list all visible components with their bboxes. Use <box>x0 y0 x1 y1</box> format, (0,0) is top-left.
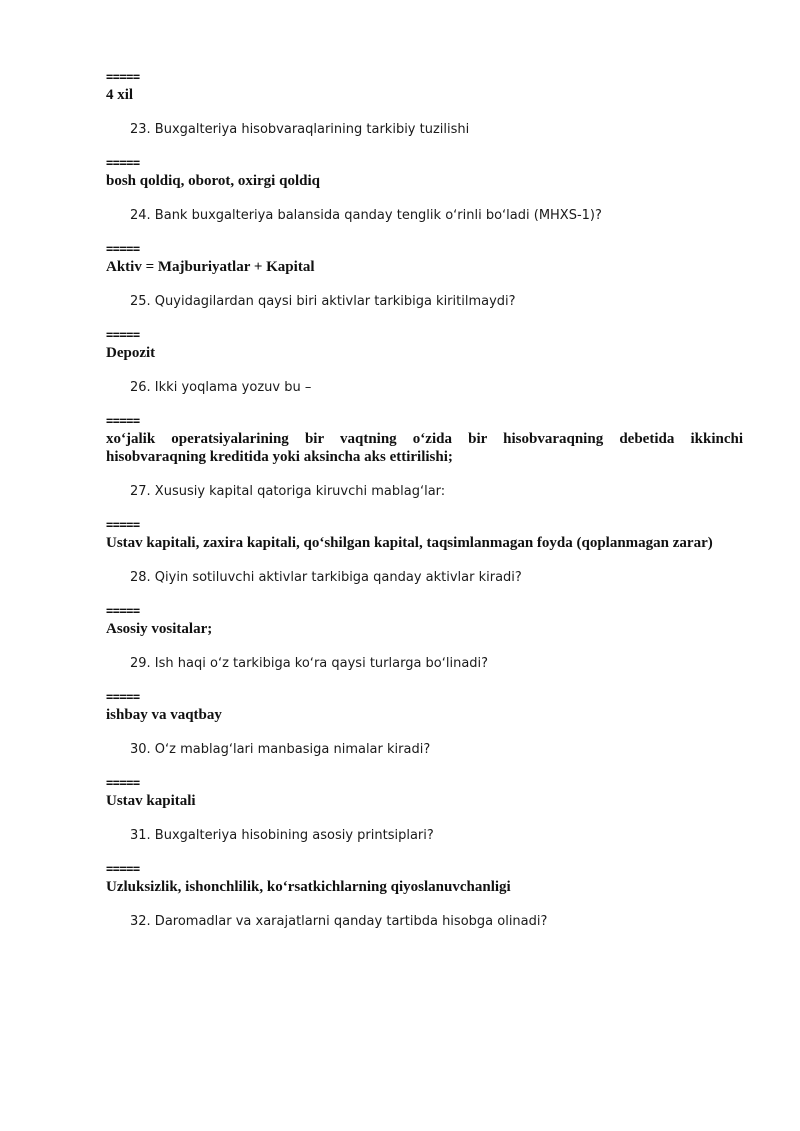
question-text: 28. Qiyin sotiluvchi aktivlar tarkibiga qanday aktivlar kiradi? <box>130 570 522 585</box>
question-list <box>106 121 743 913</box>
question-text: 27. Xususiy kapital qatoriga kiruvchi mablagʻlar: <box>130 484 446 499</box>
question-text: 30. Oʻz mablagʻlari manbasiga nimalar kiradi? <box>130 742 431 757</box>
answer-separator: ===== <box>106 690 140 704</box>
question-text: 24. Bank buxgalteriya balansida qanday tenglik oʻrinli boʻladi (MHXS-1)? <box>130 208 602 223</box>
answer-separator: ===== <box>106 156 140 170</box>
answer-text: Depozit <box>106 345 156 361</box>
answer-separator: ===== <box>106 776 140 790</box>
answer-text: Ustav kapitali, zaxira kapitali, qoʻshilgan kapital, taqsimlanmagan foyda (qoplanmagan zarar) <box>106 535 713 551</box>
question-text: 25. Quyidagilardan qaysi biri aktivlar tarkibiga kiritilmaydi? <box>130 294 516 309</box>
answer-text: Asosiy vositalar; <box>106 621 213 637</box>
question-text: 29. Ish haqi oʻz tarkibiga koʻra qaysi turlarga boʻlinadi? <box>130 656 489 671</box>
answer-separator: ===== <box>106 414 140 428</box>
answer-text: bosh qoldiq, oborot, oxirgi qoldiq <box>106 173 320 189</box>
answer-text: Ustav kapitali <box>106 793 196 809</box>
answer-text: Aktiv = Majburiyatlar + Kapital <box>106 259 315 275</box>
question-text: 23. Buxgalteriya hisobvaraqlarining tarkibiy tuzilishi <box>130 122 470 137</box>
answer-separator: ===== <box>106 242 140 256</box>
question-text: 31. Buxgalteriya hisobining asosiy printsiplari? <box>130 828 434 843</box>
answer-separator: ===== <box>106 518 140 532</box>
answer-separator: ===== <box>106 328 140 342</box>
answer-text: Uzluksizlik, ishonchlilik, koʻrsatkichlarning qiyoslanuvchanligi <box>106 879 511 895</box>
question-text: 26. Ikki yoqlama yozuv bu – <box>130 380 312 395</box>
question-text: 32. Daromadlar va xarajatlarni qanday tartibda hisobga olinadi? <box>130 914 548 929</box>
answer-text: ishbay va vaqtbay <box>106 707 222 723</box>
answer-separator: ===== <box>106 604 140 618</box>
answer-text: xoʻjalik operatsiyalarining bir vaqtning oʻzida bir hisobvaraqning debetida ikkinchi hisobvaraqning kreditida yoki aksincha aks ettirilishi; <box>106 431 743 465</box>
answer-separator: ===== <box>106 70 140 84</box>
answer-text: 4 xil <box>106 87 134 103</box>
document-content <box>106 70 743 931</box>
answer-separator: ===== <box>106 862 140 876</box>
